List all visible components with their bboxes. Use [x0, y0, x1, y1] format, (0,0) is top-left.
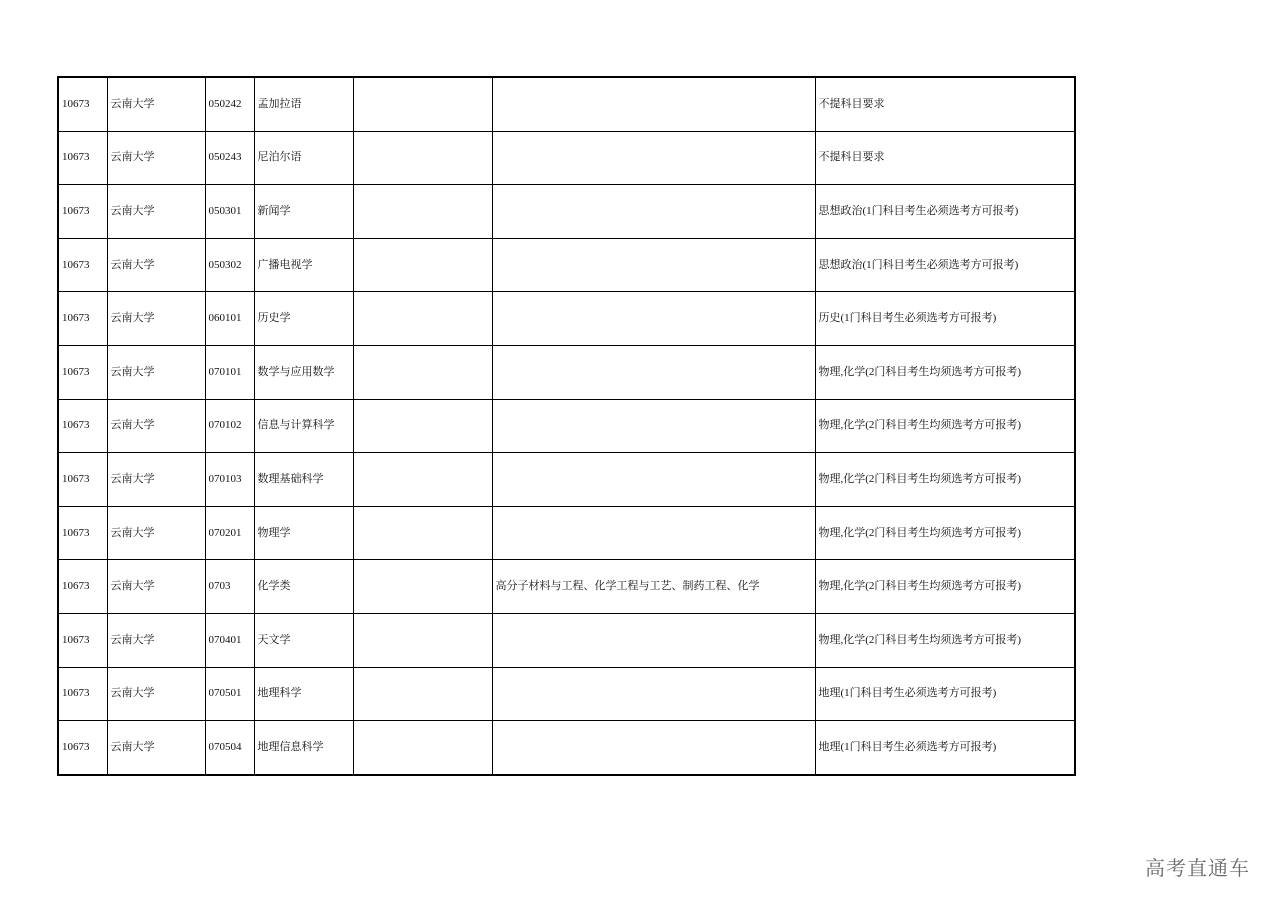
major-name-cell: 地理科学	[254, 667, 353, 721]
included-majors-cell	[492, 399, 815, 453]
school-name-cell: 云南大学	[107, 292, 205, 346]
school-name-cell: 云南大学	[107, 131, 205, 185]
subject-requirement-cell: 物理,化学(2门科目考生均须选考方可报考)	[815, 345, 1075, 399]
school-code-cell: 10673	[58, 238, 107, 292]
major-name-cell: 数学与应用数学	[254, 345, 353, 399]
school-code-cell: 10673	[58, 77, 107, 131]
table-row	[58, 453, 1075, 507]
major-code-cell: 070201	[205, 506, 254, 560]
major-name-cell: 物理学	[254, 506, 353, 560]
table-row	[58, 292, 1075, 346]
subject-requirement-cell: 物理,化学(2门科目考生均须选考方可报考)	[815, 613, 1075, 667]
empty-cell	[353, 77, 492, 131]
school-code-cell: 10673	[58, 345, 107, 399]
school-name-cell: 云南大学	[107, 506, 205, 560]
subject-requirement-cell: 不提科目要求	[815, 77, 1075, 131]
subject-requirement-cell: 思想政治(1门科目考生必须选考方可报考)	[815, 238, 1075, 292]
empty-cell	[353, 667, 492, 721]
major-code-cell: 050302	[205, 238, 254, 292]
subject-requirement-cell: 历史(1门科目考生必须选考方可报考)	[815, 292, 1075, 346]
table-row	[58, 399, 1075, 453]
empty-cell	[353, 506, 492, 560]
school-code-cell: 10673	[58, 560, 107, 614]
major-code-cell: 050243	[205, 131, 254, 185]
school-name-cell: 云南大学	[107, 238, 205, 292]
school-name-cell: 云南大学	[107, 613, 205, 667]
subject-requirement-cell: 物理,化学(2门科目考生均须选考方可报考)	[815, 399, 1075, 453]
empty-cell	[353, 721, 492, 775]
major-code-cell: 050242	[205, 77, 254, 131]
school-code-cell: 10673	[58, 506, 107, 560]
school-code-cell: 10673	[58, 185, 107, 239]
included-majors-cell	[492, 292, 815, 346]
major-requirements-table	[57, 76, 1076, 776]
major-code-cell: 070101	[205, 345, 254, 399]
empty-cell	[353, 613, 492, 667]
watermark-logo: 高考直通车	[1145, 856, 1250, 880]
empty-cell	[353, 345, 492, 399]
table-row	[58, 667, 1075, 721]
included-majors-cell	[492, 721, 815, 775]
major-name-cell: 广播电视学	[254, 238, 353, 292]
school-name-cell: 云南大学	[107, 185, 205, 239]
table-body	[58, 77, 1075, 775]
subject-requirement-cell: 物理,化学(2门科目考生均须选考方可报考)	[815, 560, 1075, 614]
major-code-cell: 0703	[205, 560, 254, 614]
table-row	[58, 721, 1075, 775]
major-name-cell: 尼泊尔语	[254, 131, 353, 185]
major-code-cell: 070401	[205, 613, 254, 667]
major-name-cell: 孟加拉语	[254, 77, 353, 131]
major-name-cell: 信息与计算科学	[254, 399, 353, 453]
subject-requirement-cell: 物理,化学(2门科目考生均须选考方可报考)	[815, 453, 1075, 507]
included-majors-cell	[492, 613, 815, 667]
empty-cell	[353, 292, 492, 346]
table-row	[58, 77, 1075, 131]
included-majors-cell	[492, 77, 815, 131]
school-name-cell: 云南大学	[107, 345, 205, 399]
included-majors-cell	[492, 453, 815, 507]
empty-cell	[353, 399, 492, 453]
included-majors-cell	[492, 345, 815, 399]
table-row	[58, 345, 1075, 399]
included-majors-cell: 高分子材料与工程、化学工程与工艺、制药工程、化学	[492, 560, 815, 614]
major-name-cell: 历史学	[254, 292, 353, 346]
included-majors-cell	[492, 185, 815, 239]
subject-requirement-cell: 地理(1门科目考生必须选考方可报考)	[815, 667, 1075, 721]
empty-cell	[353, 453, 492, 507]
school-code-cell: 10673	[58, 292, 107, 346]
empty-cell	[353, 560, 492, 614]
table-row	[58, 131, 1075, 185]
subject-requirement-cell: 不提科目要求	[815, 131, 1075, 185]
subject-requirement-cell: 物理,化学(2门科目考生均须选考方可报考)	[815, 506, 1075, 560]
school-code-cell: 10673	[58, 131, 107, 185]
major-name-cell: 地理信息科学	[254, 721, 353, 775]
major-name-cell: 数理基础科学	[254, 453, 353, 507]
school-code-cell: 10673	[58, 721, 107, 775]
major-code-cell: 050301	[205, 185, 254, 239]
school-code-cell: 10673	[58, 399, 107, 453]
included-majors-cell	[492, 238, 815, 292]
major-code-cell: 070102	[205, 399, 254, 453]
school-name-cell: 云南大学	[107, 453, 205, 507]
table-row	[58, 506, 1075, 560]
table-row	[58, 613, 1075, 667]
school-name-cell: 云南大学	[107, 667, 205, 721]
empty-cell	[353, 185, 492, 239]
major-name-cell: 化学类	[254, 560, 353, 614]
school-name-cell: 云南大学	[107, 399, 205, 453]
included-majors-cell	[492, 506, 815, 560]
school-name-cell: 云南大学	[107, 560, 205, 614]
school-code-cell: 10673	[58, 613, 107, 667]
empty-cell	[353, 131, 492, 185]
major-code-cell: 070501	[205, 667, 254, 721]
school-code-cell: 10673	[58, 453, 107, 507]
table-row	[58, 238, 1075, 292]
school-name-cell: 云南大学	[107, 721, 205, 775]
table-row	[58, 185, 1075, 239]
included-majors-cell	[492, 131, 815, 185]
major-name-cell: 新闻学	[254, 185, 353, 239]
table-row	[58, 560, 1075, 614]
subject-requirement-cell: 思想政治(1门科目考生必须选考方可报考)	[815, 185, 1075, 239]
subject-requirement-cell: 地理(1门科目考生必须选考方可报考)	[815, 721, 1075, 775]
major-code-cell: 070504	[205, 721, 254, 775]
included-majors-cell	[492, 667, 815, 721]
school-code-cell: 10673	[58, 667, 107, 721]
major-name-cell: 天文学	[254, 613, 353, 667]
school-name-cell: 云南大学	[107, 77, 205, 131]
major-code-cell: 070103	[205, 453, 254, 507]
empty-cell	[353, 238, 492, 292]
major-code-cell: 060101	[205, 292, 254, 346]
